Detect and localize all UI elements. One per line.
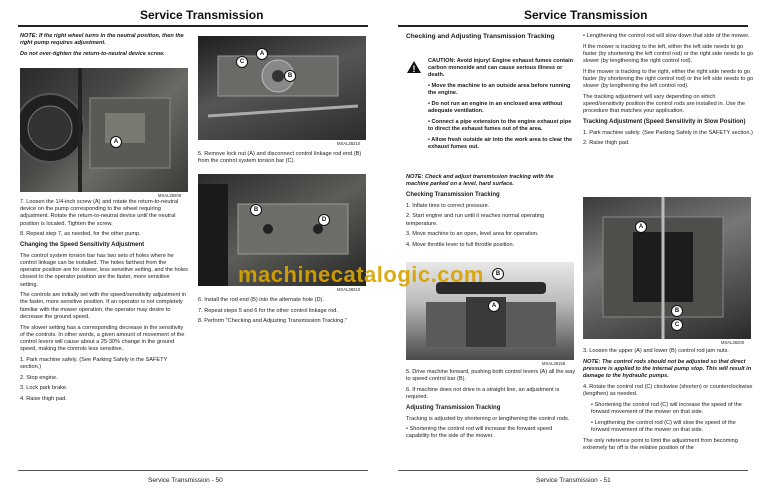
callout-b-levers: B bbox=[492, 268, 504, 280]
section-adjusting: Adjusting Transmission Tracking bbox=[406, 404, 501, 411]
svg-text:!: ! bbox=[412, 64, 416, 74]
slow-step-2: 2. Raise thigh pad. bbox=[583, 140, 630, 147]
right-footer-rule bbox=[398, 470, 748, 471]
fig2-code: MXAL38210 bbox=[337, 141, 361, 146]
callout-b-fig3: B bbox=[250, 204, 262, 216]
fig3-code: MXAL38210 bbox=[337, 287, 361, 292]
step-1-park: 1. Park machine safely. (See Parking Safely in the SAFETY section.) bbox=[20, 356, 168, 371]
caution-enclosed: • Do not run an engine in an enclosed area without adequate ventilation. bbox=[428, 101, 563, 115]
note-pump-stop: NOTE: The control rods should not be adjusted so that direct pressure is applied to the internal pump stop. This will result in damage to the hydraulic pumps. bbox=[583, 358, 752, 380]
tracking-title bbox=[406, 33, 574, 45]
section-slow-position: Tracking Adjustment (Speed Sensitivity in Slow Position) bbox=[583, 119, 746, 126]
callout-c-fig2: C bbox=[236, 56, 248, 68]
step-7-loosen-screw: 7. Loosen the 1/4-inch screw (A) and rotate the return-to-neutral device on the pump corresponding to the wheel requiring adjustment. Rotate the return-to-neutral device until the neutral position is located. Tighten the screw. bbox=[20, 199, 179, 227]
right-page-header: Service Transmission bbox=[524, 8, 648, 22]
callout-a-levers: A bbox=[488, 300, 500, 312]
right-page-footer: Service Transmission - 51 bbox=[536, 477, 611, 484]
slow-step-3: 3. Loosen the upper (A) and lower (B) control rod jam nuts. bbox=[583, 348, 729, 354]
check-step-3: 3. Move machine to an open, level area for operation. bbox=[406, 231, 539, 238]
section-speed-sensitivity: Changing the Speed Sensitivity Adjustment bbox=[20, 242, 145, 249]
slow-step-1: 1. Park machine safely. (See Parking Safely in the SAFETY section.) bbox=[583, 129, 753, 136]
step-3-brake: 3. Lock park brake. bbox=[20, 385, 68, 392]
figure-lock-nut bbox=[198, 36, 366, 140]
para-initial-setting: The controls are initially set with the speed/sensitivity adjustment in the faster, more sensitive position. If an operator is not completely familiar with the mower operation, the operator may desire to decrease the ground speed. bbox=[20, 292, 187, 320]
callout-a-jam: A bbox=[635, 221, 647, 233]
caution-box bbox=[406, 58, 578, 155]
callout-b-jam: B bbox=[671, 305, 683, 317]
para-torsion-bar: The control system torsion bar has two sets of holes where he control linkage can be installed. The holes farthest from the operator position are for slower, less sensitive setting, and the holes closest to the operator position are the faster, more sensitive setting. bbox=[20, 252, 188, 288]
warning-triangle-icon bbox=[406, 60, 422, 74]
slow-steps-2 bbox=[583, 348, 755, 455]
callout-c-jam: C bbox=[671, 319, 683, 331]
slow-step-4: 4. Rotate the control rod (C) clockwise (shorten) or counterclockwise (lengthen) as needed. bbox=[583, 383, 753, 398]
watermark-text: machinecatalogic.com bbox=[238, 262, 484, 287]
left-page-footer: Service Transmission - 50 bbox=[148, 477, 223, 484]
step-6-install-rod: 6. Install the rod end (B) into the alternate hole (D). bbox=[198, 297, 324, 303]
callout-b-fig2: B bbox=[284, 70, 296, 82]
tracking-varies: The tracking adjustment will vary depending on which speed/sensitivity position the control rods are installed in. Use the procedure that matches your application. bbox=[583, 93, 745, 115]
left-header-rule bbox=[18, 25, 368, 27]
caution-lead: CAUTION: Avoid injury! Engine exhaust fumes contain carbon monoxide and can cause serious illness or death. bbox=[428, 58, 574, 79]
check-step-4: 4. Move throttle lever to full throttle position. bbox=[406, 241, 515, 248]
checking-steps-2 bbox=[406, 369, 576, 444]
caution-fresh-air: • Allow fresh outside air into the work area to clear the exhaust fumes out. bbox=[428, 136, 573, 151]
step-5-remove-lock-nut: 5. Remove lock nut (A) and disconnect control linkage rod end (B) from the control system torsion bar (C). bbox=[198, 151, 362, 165]
slow-step-4a: • Shortening the control rod (C) will increase the speed of the forward movement of the mower on that side. bbox=[591, 401, 742, 415]
left-column-top bbox=[20, 33, 188, 62]
step-8-repeat: 8. Repeat step 7, as needed, for the other pump. bbox=[20, 231, 141, 238]
left-page-header: Service Transmission bbox=[140, 8, 264, 22]
slow-step-4b: • Lengthening the control rod (C) will slow the speed of the forward movement of the mower on that side. bbox=[591, 419, 736, 433]
check-step-1: 1. Inflate tires to correct pressure. bbox=[406, 202, 490, 209]
figure-return-to-neutral bbox=[20, 68, 188, 192]
figure-jam-nuts-drawing bbox=[583, 197, 751, 339]
check-step-5: 5. Drive machine forward, pushing both control levers (A) all the way to speed control bar (B). bbox=[406, 369, 576, 383]
left-footer-rule bbox=[18, 470, 368, 471]
section-checking: Checking Transmission Tracking bbox=[406, 191, 500, 198]
lengthen-bullet: • Lengthening the control rod will slow down that side of the mower. bbox=[583, 33, 750, 39]
figure-lock-nut-drawing bbox=[198, 36, 366, 140]
checking-steps bbox=[406, 174, 576, 253]
callout-d-fig3: D bbox=[318, 214, 330, 226]
step-2-stop: 2. Stop engine. bbox=[20, 374, 58, 381]
fig-jam-code: MXAL38200 bbox=[721, 340, 745, 345]
figure-return-to-neutral-drawing bbox=[20, 68, 188, 192]
right-page bbox=[386, 0, 768, 497]
adjust-para-2: • Shortening the control rod will increase the forward speed capability for the side of the mower. bbox=[406, 426, 553, 440]
note-right-wheel: NOTE: If the right wheel turns in the neutral position, then the right pump requires adjustment. bbox=[20, 33, 184, 47]
step-7-repeat-steps: 7. Repeat steps 5 and 6 for the other control linkage rod. bbox=[198, 307, 338, 314]
adjust-para-1: Tracking is adjusted by shortening or lengthening the control rods. bbox=[406, 415, 570, 422]
tracking-left: If the mower is tracking to the left, either the left side needs to go faster (by shortening the left control rod) or the right side needs to go slower (by lengthening the right control rod). bbox=[583, 43, 754, 65]
caution-pipe: • Connect a pipe extension to the engine exhaust pipe to direct the exhaust fumes out of the area. bbox=[428, 118, 572, 133]
note-overtighten: Do not over-tighten the return-to-neutral device screw. bbox=[20, 50, 165, 57]
para-slower-setting: The slower setting has a corresponding decrease in the sensitivity of the controls. In other words, a given amount of movement of the control levers will cause about a 25-30% change in the ground speed, making the controls less sensitive. bbox=[20, 324, 185, 353]
left-column-body bbox=[20, 199, 188, 407]
figure-jam-nuts bbox=[583, 197, 751, 339]
note-level-surface: NOTE: Check and adjust transmission tracking with the machine parked on a level, hard surface. bbox=[406, 174, 554, 188]
step-4-thigh-pad: 4. Raise thigh pad. bbox=[20, 396, 67, 403]
fig-levers-code: MXAL38158 bbox=[542, 361, 566, 366]
tracking-explanation bbox=[583, 33, 755, 151]
fig1-code: MXAL38209 bbox=[158, 193, 182, 198]
left-right-column-steps bbox=[198, 297, 368, 329]
check-step-2: 2. Start engine and run until it reaches normal operating temperature. bbox=[406, 213, 545, 227]
caution-outside: • Move the machine to an outside area before running the engine. bbox=[428, 83, 571, 97]
callout-a: A bbox=[110, 136, 122, 148]
section-tracking-title: Checking and Adjusting Transmission Tracking bbox=[406, 33, 555, 40]
tracking-right: If the mower is tracking to the right, either the right side needs to go faster (by shortening the right control rod) or the left side needs to go slower (by lengthening the left control rod). bbox=[583, 68, 754, 90]
right-header-rule bbox=[398, 25, 748, 27]
callout-a-fig2: A bbox=[256, 48, 268, 60]
reference-point: The only reference point to limit the adjustment from becoming extremely far off is the relative position of the bbox=[583, 437, 738, 451]
step-8-perform-tracking: 8. Perform "Checking and Adjusting Transmission Tracking." bbox=[198, 318, 347, 325]
check-step-6: 6. If machine does not drive in a straight line, an adjustment is required. bbox=[406, 386, 560, 401]
